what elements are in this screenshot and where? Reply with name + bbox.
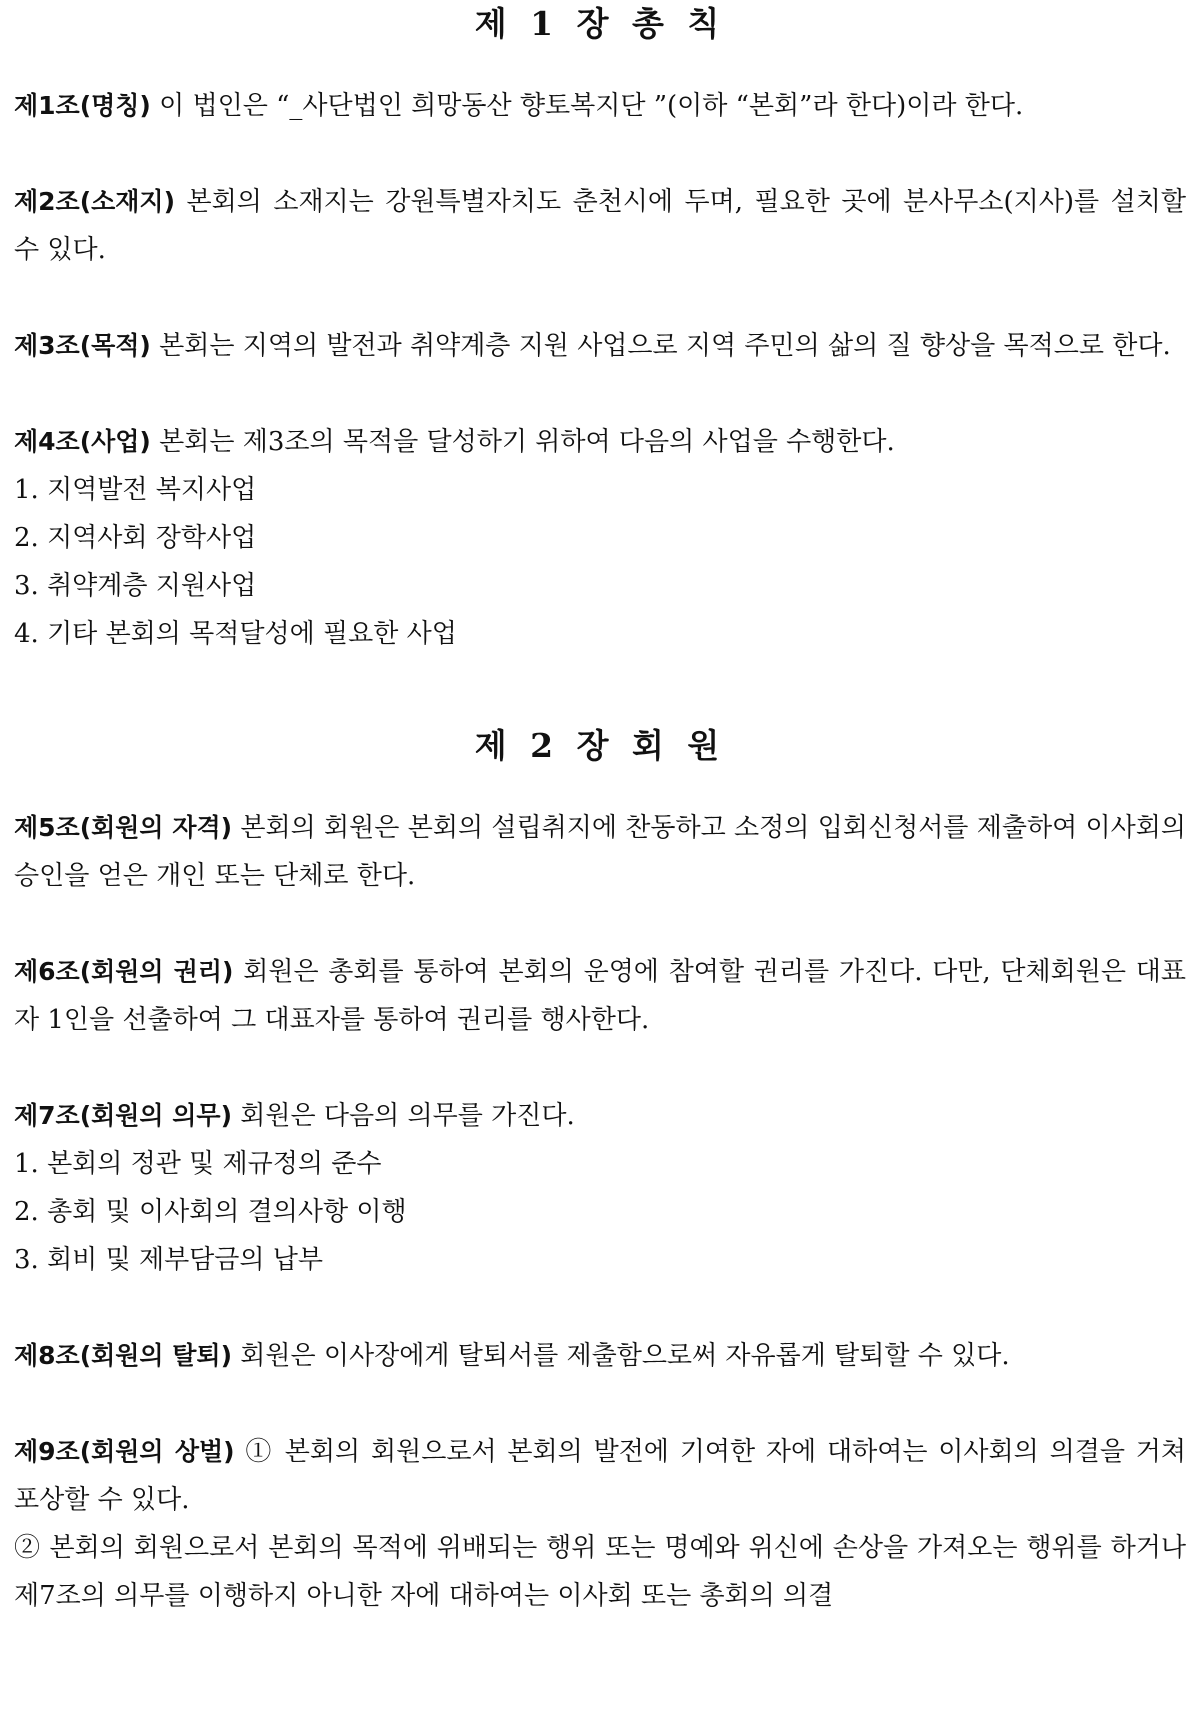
article-body: 본회의 회원은 본회의 설립취지에 찬동하고 소정의 입회신청서를 제출하여 이사회의 승인을 얻은 개인 또는 단체로 한다. <box>14 813 1186 891</box>
article-title: 제2조(소재지) <box>14 187 175 216</box>
article-title: 제9조(회원의 상벌) <box>14 1437 235 1466</box>
list-item: 3. 회비 및 제부담금의 납부 <box>14 1245 324 1275</box>
article-body: 본회는 제3조의 목적을 달성하기 위하여 다음의 사업을 수행한다. <box>150 427 895 457</box>
article-body: 본회는 지역의 발전과 취약계층 지원 사업으로 지역 주민의 삶의 질 향상을 목적으로 한다. <box>150 331 1171 361</box>
article <box>14 1092 1186 1140</box>
article-body: ① 본회의 회원으로서 본회의 발전에 기여한 자에 대하여는 이사회의 의결을 거쳐 포상할 수 있다. <box>14 1437 1186 1515</box>
article-title: 제6조(회원의 권리) <box>14 957 234 986</box>
list-item: 2. 총회 및 이사회의 결의사항 이행 <box>14 1197 407 1227</box>
article-title: 제7조(회원의 의무) <box>14 1101 233 1130</box>
article <box>14 178 1186 274</box>
article-title: 제5조(회원의 자격) <box>14 813 233 842</box>
article-title: 제4조(사업) <box>14 427 151 456</box>
article-title: 제8조(회원의 탈퇴) <box>14 1341 233 1370</box>
list-item: 1. 본회의 정관 및 제규정의 준수 <box>14 1149 382 1179</box>
list-item: 4. 기타 본회의 목적달성에 필요한 사업 <box>14 619 457 649</box>
article <box>14 1428 1186 1524</box>
article <box>14 418 1186 466</box>
chapter-title: 제 2 장 회 원 <box>474 726 726 765</box>
article <box>14 804 1186 900</box>
list-item: 2. 지역사회 장학사업 <box>14 523 257 553</box>
article-title: 제1조(명칭) <box>14 91 151 120</box>
article <box>14 1332 1186 1380</box>
list-item: 3. 취약계층 지원사업 <box>14 571 257 601</box>
article <box>14 948 1186 1044</box>
article-body: 본회의 소재지는 강원특별자치도 춘천시에 두며, 필요한 곳에 분사무소(지사)를 설치할 수 있다. <box>14 187 1186 265</box>
article-body: 회원은 이사장에게 탈퇴서를 제출함으로써 자유롭게 탈퇴할 수 있다. <box>232 1341 1010 1371</box>
article-title: 제3조(목적) <box>14 331 151 360</box>
article-paragraph: ② 본회의 회원으로서 본회의 목적에 위배되는 행위 또는 명예와 위신에 손상을 가져오는 행위를 하거나 제7조의 의무를 이행하지 아니한 자에 대하여는 이사회 또는 총회의 의결 <box>14 1533 1186 1611</box>
article-body: 이 법인은 “_사단법인 희망동산 향토복지단 ”(이하 “본회”라 한다)이라 한다. <box>150 91 1024 121</box>
article-body: 회원은 총회를 통하여 본회의 운영에 참여할 권리를 가진다. 다만, 단체회원은 대표자 1인을 선출하여 그 대표자를 통하여 권리를 행사한다. <box>14 957 1186 1035</box>
list-item: 1. 지역발전 복지사업 <box>14 475 257 505</box>
chapter-title: 제 1 장 총 칙 <box>474 4 726 43</box>
article <box>14 322 1186 370</box>
article <box>14 82 1186 130</box>
article-body: 회원은 다음의 의무를 가진다. <box>232 1101 575 1131</box>
